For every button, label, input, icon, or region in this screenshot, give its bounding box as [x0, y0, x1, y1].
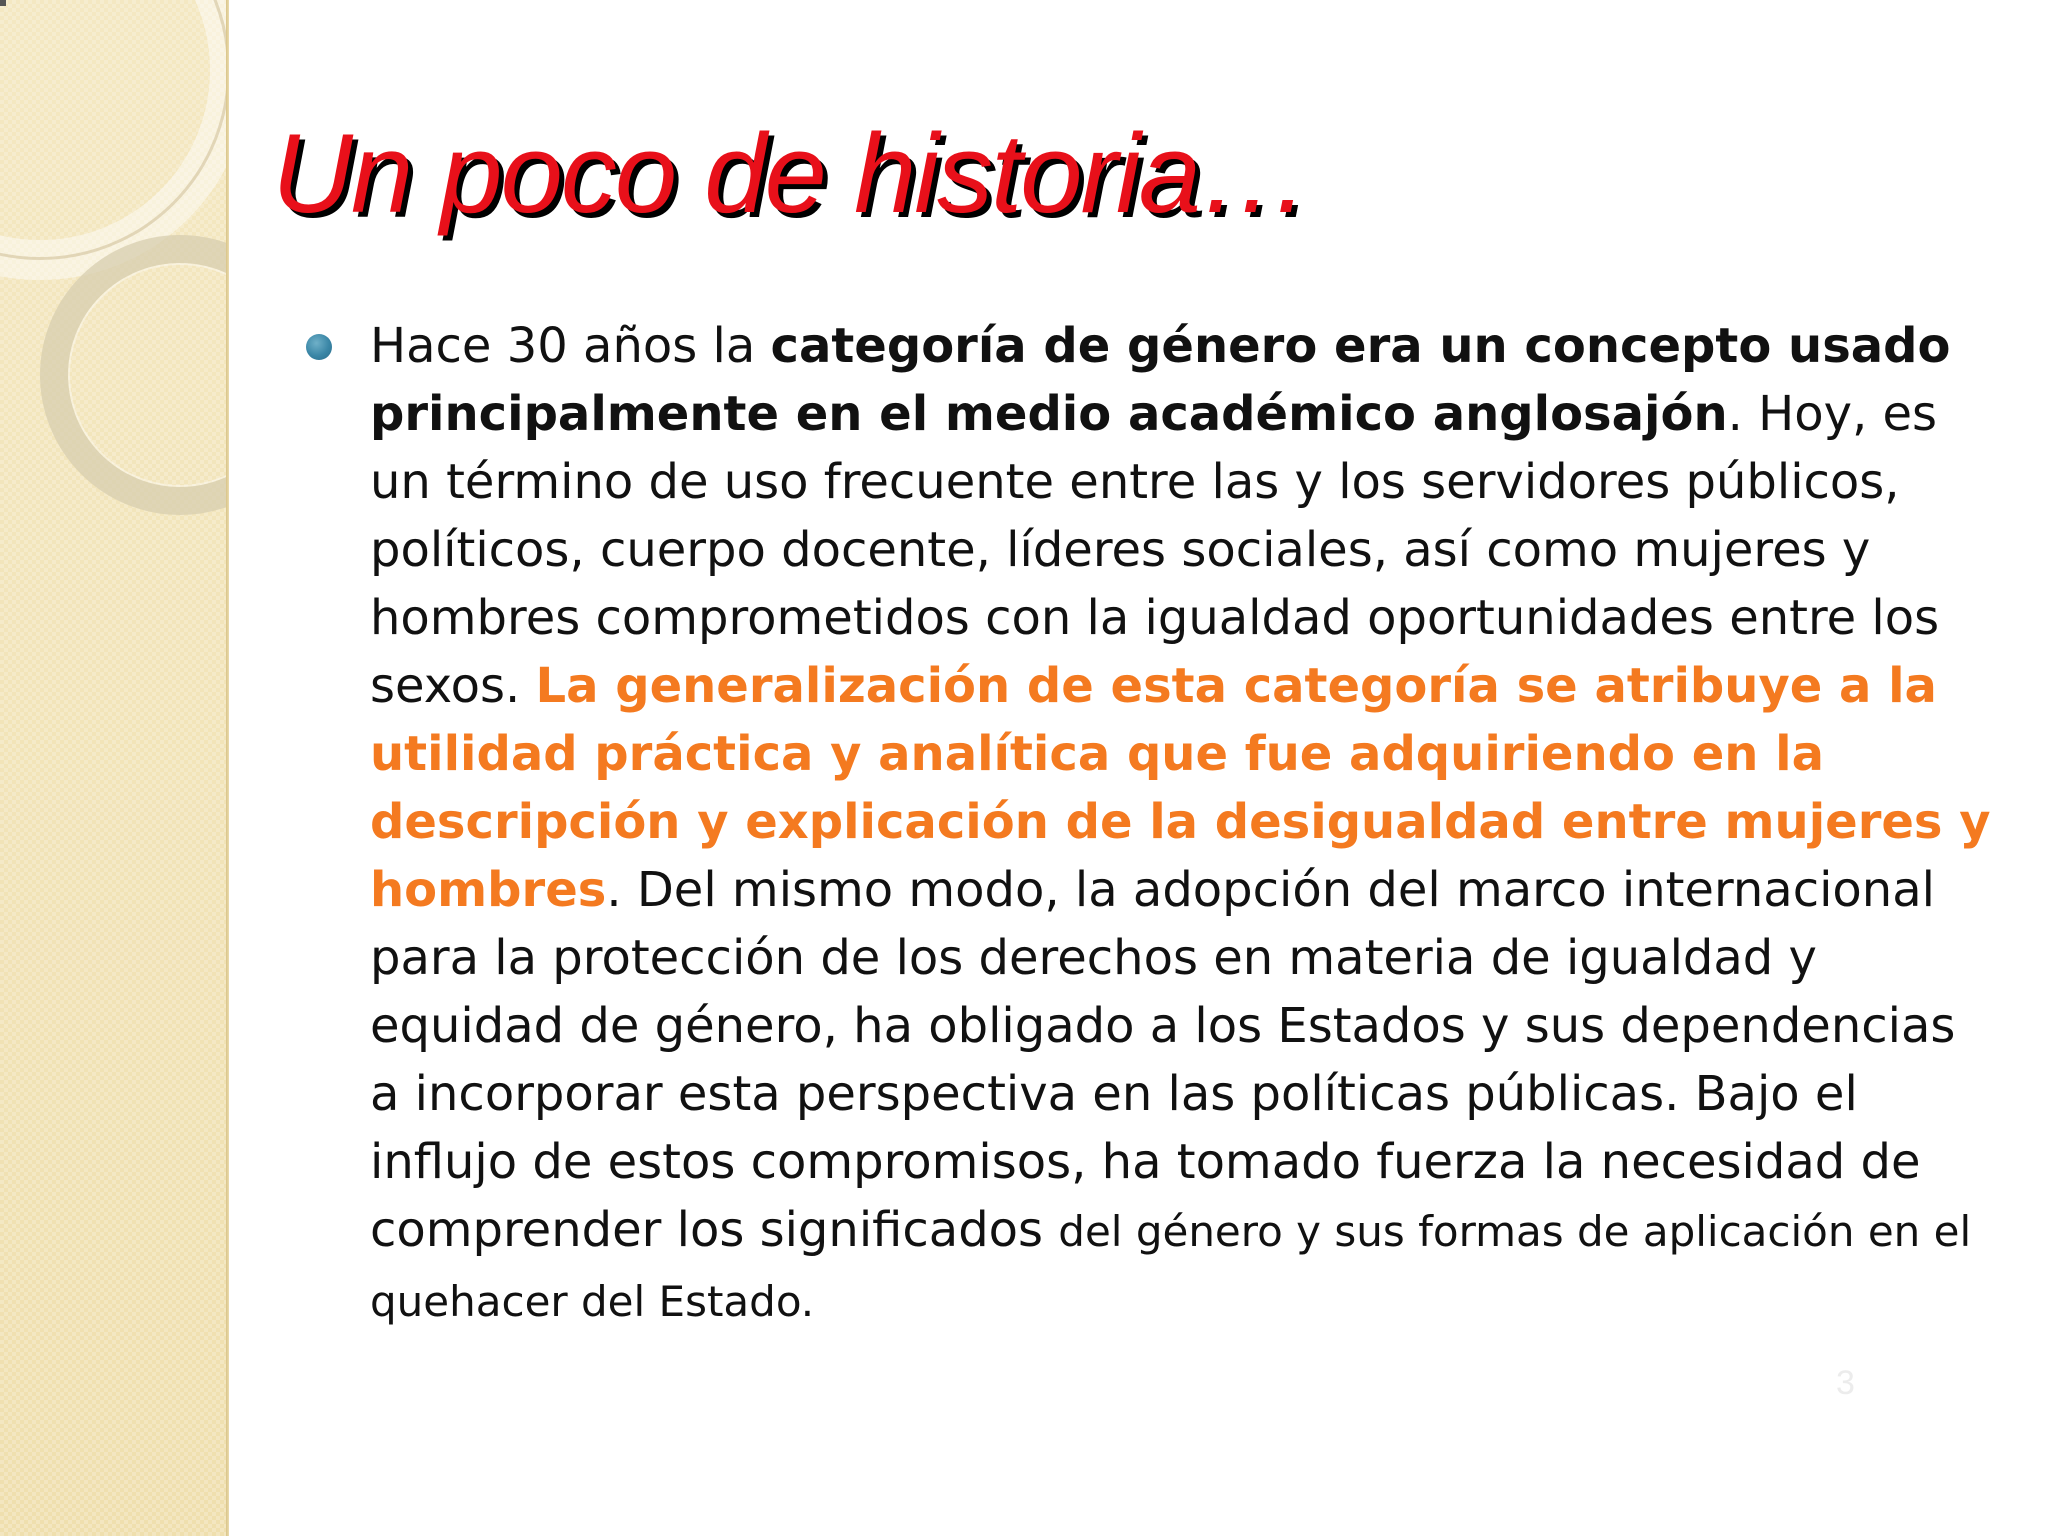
side-panel-divider [226, 0, 229, 1536]
page-number: 3 [1836, 1364, 1855, 1402]
bullet-icon [306, 334, 332, 360]
paragraph-text-bold: categoría de género era un concepto usado principalmente en el medio académico anglosajón [370, 318, 1951, 442]
decorative-side-panel [0, 0, 226, 1536]
paragraph-text-ending: del género y sus formas de aplicación en el quehacer del Estado. [370, 1207, 1972, 1326]
decorative-ring-top-outline [0, 0, 226, 260]
paragraph-text-continued: . Del mismo modo, la adopción del marco internacional para la protección de los derechos en materia de igualdad y equidad de género, ha obligado a los Estados y sus dependencias a incorporar esta perspectiva en las políticas públicas. Bajo el influjo de estos compromisos, ha tomado fuerza la necesidad de comprender los significados [370, 862, 1956, 1258]
corner-mark [0, 0, 6, 6]
paragraph-text-middle: . Hoy, es un término de uso frecuente entre las y los servidores públicos, políticos, cuerpo docente, líderes sociales, así como mujeres y hombres comprometidos con la igualdad oportunidades entre los sexos. [370, 386, 1940, 714]
body-paragraph [370, 312, 2000, 1336]
paragraph-text-highlight: La generalización de esta categoría se atribuye a la utilidad práctica y analítica que fue adquiriendo en la descripción y explicación de la desigualdad entre mujeres y hombres [370, 658, 1991, 918]
slide-title: Un poco de historia… [272, 111, 1310, 236]
paragraph-text-intro: Hace 30 años la [370, 318, 771, 374]
